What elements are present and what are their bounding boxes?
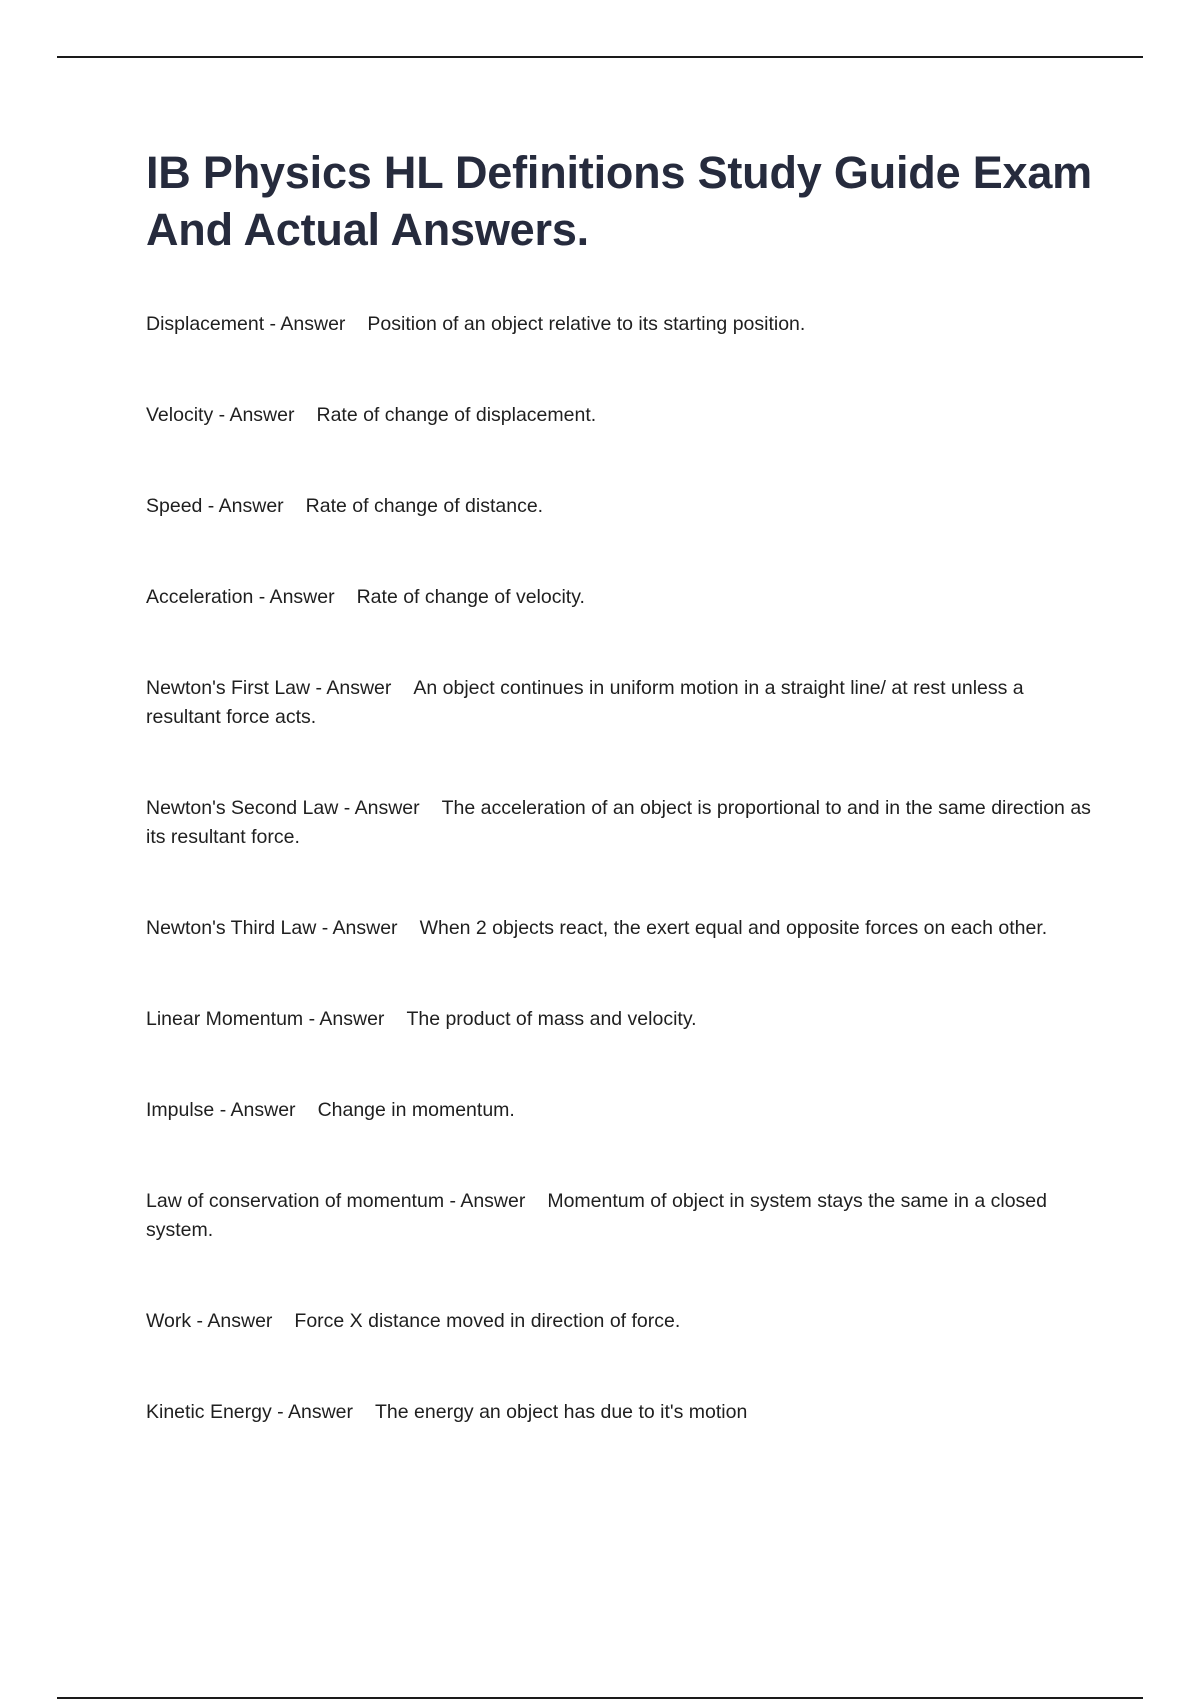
entry-term: Law of conservation of momentum - Answer bbox=[146, 1190, 526, 1212]
definition-entry bbox=[146, 1307, 1096, 1336]
definition-entry bbox=[146, 674, 1096, 732]
entry-definition: Rate of change of velocity. bbox=[356, 586, 585, 608]
document-title: IB Physics HL Definitions Study Guide Exam And Actual Answers. bbox=[146, 147, 1092, 255]
entry-term: Impulse - Answer bbox=[146, 1099, 296, 1121]
entry-definition: Position of an object relative to its starting position. bbox=[367, 313, 806, 335]
definition-entry bbox=[146, 1398, 1096, 1427]
entry-definition: Force X distance moved in direction of force. bbox=[294, 1310, 681, 1332]
entry-definition: The acceleration of an object is proportional to and in the same direction as its resultant force. bbox=[146, 797, 1091, 848]
entry-definition: The product of mass and velocity. bbox=[406, 1008, 697, 1030]
entry-term: Newton's First Law - Answer bbox=[146, 677, 392, 699]
entry-term: Newton's Third Law - Answer bbox=[146, 917, 398, 939]
entry-term: Kinetic Energy - Answer bbox=[146, 1401, 354, 1423]
entry-term: Speed - Answer bbox=[146, 495, 284, 517]
entry-term: Linear Momentum - Answer bbox=[146, 1008, 385, 1030]
entry-term: Velocity - Answer bbox=[146, 404, 295, 426]
entry-definition: An object continues in uniform motion in a straight line/ at rest unless a resultant force acts. bbox=[146, 677, 1024, 728]
entry-term: Work - Answer bbox=[146, 1310, 273, 1332]
definition-entry bbox=[146, 1187, 1096, 1245]
entry-definition: When 2 objects react, the exert equal and opposite forces on each other. bbox=[419, 917, 1048, 939]
entry-definition: The energy an object has due to it's motion bbox=[375, 1401, 748, 1423]
definition-entry bbox=[146, 794, 1096, 852]
definition-entry bbox=[146, 310, 1096, 339]
definition-entry bbox=[146, 1005, 1096, 1034]
entry-term: Displacement - Answer bbox=[146, 313, 346, 335]
entry-definition: Rate of change of distance. bbox=[305, 495, 544, 517]
entry-term: Newton's Second Law - Answer bbox=[146, 797, 420, 819]
entry-term: Acceleration - Answer bbox=[146, 586, 335, 608]
definition-entry bbox=[146, 1096, 1096, 1125]
document-body bbox=[146, 144, 1096, 1489]
definition-entry bbox=[146, 492, 1096, 521]
definition-list bbox=[146, 310, 1096, 1427]
entry-definition: Change in momentum. bbox=[317, 1099, 515, 1121]
definition-entry bbox=[146, 401, 1096, 430]
entry-definition: Momentum of object in system stays the same in a closed system. bbox=[146, 1190, 1047, 1241]
definition-entry bbox=[146, 583, 1096, 612]
entry-definition: Rate of change of displacement. bbox=[316, 404, 597, 426]
bottom-rule bbox=[57, 1697, 1143, 1699]
top-rule bbox=[57, 56, 1143, 58]
definition-entry bbox=[146, 914, 1096, 943]
